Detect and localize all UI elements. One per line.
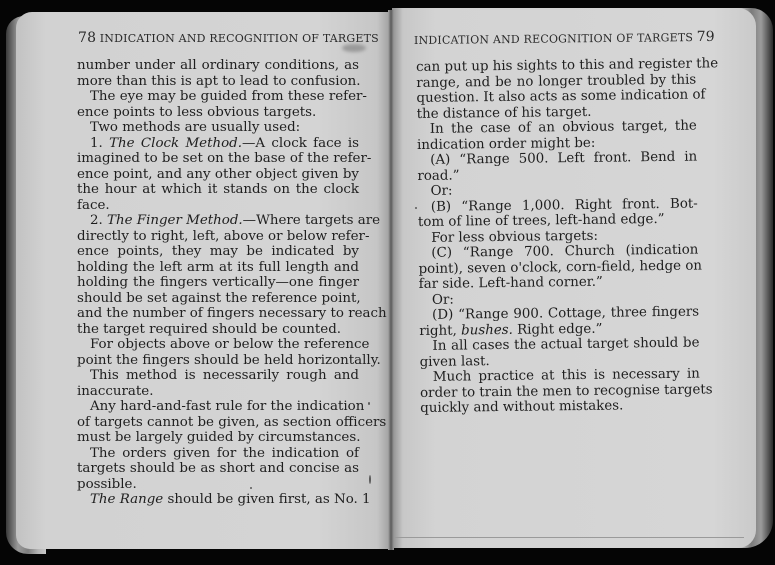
text-line: inaccurate. <box>77 383 154 399</box>
right-page-number: 79 <box>696 28 715 46</box>
italic-emphasis: The Finger Method. <box>107 213 243 228</box>
left-page-number: 78 <box>78 30 97 46</box>
text-line: The eye may be guided from these refer- <box>90 89 367 104</box>
text-line: the target required should be counted. <box>77 321 342 337</box>
page-blemish <box>250 487 252 489</box>
text-line: In all cases the actual target should be <box>432 335 700 354</box>
text-line: Or: <box>431 292 454 308</box>
text-line: right, bushes. Right edge.” <box>419 321 603 339</box>
text-line: point the fingers should be held horizontally. <box>77 352 381 368</box>
text-line: holding the fingers vertically—one finger <box>77 275 359 290</box>
text-line: should be set against the reference point, <box>77 290 361 306</box>
text-line: more than this is apt to lead to confusion. <box>77 73 361 89</box>
text-line: question. It also acts as some indication of <box>416 87 706 106</box>
text-line: Any hard-and-fast rule for the indication <box>90 399 365 414</box>
text-line: holding the left arm at its full length and <box>77 259 359 275</box>
text-line: directly to right, left, above or below refer- <box>77 228 370 244</box>
text-line: Or: <box>430 183 453 199</box>
text-line: possible. <box>77 476 137 492</box>
text-line: Much practice at this is necessary in <box>432 366 700 385</box>
text-line: 1. The Clock Method.—A clock face is <box>90 135 359 151</box>
text-line: must be largely guided by circumstances. <box>77 430 361 445</box>
text-line: This method is necessarily rough and <box>90 368 359 383</box>
text-line: The Range should be given first, as No. 1 <box>90 492 371 507</box>
left-running-title: INDICATION AND RECOGNITION OF TARGETS <box>99 32 379 45</box>
text-line: of targets cannot be given, as section officers <box>77 414 387 430</box>
left-page-body-text <box>77 58 387 508</box>
text-line: The orders given for the indication of <box>90 445 359 461</box>
italic-emphasis: The Range <box>90 492 164 507</box>
text-line: can put up his sights to this and register the <box>416 56 719 75</box>
text-line: far side. Left-hand corner.” <box>418 274 603 292</box>
text-line: (A) “Range 500. Left front. Bend in <box>430 149 698 168</box>
italic-emphasis: bushes. <box>460 322 513 338</box>
text-line: road.” <box>417 167 460 184</box>
text-line: imagined to be set on the base of the refer- <box>77 151 372 166</box>
text-line: For objects above or below the reference <box>90 337 370 352</box>
text-line: face. <box>77 197 110 213</box>
text-line: range, and be no longer troubled by this <box>416 72 697 91</box>
text-line: given last. <box>419 353 490 370</box>
right-running-head <box>414 29 715 48</box>
text-line: tom of line of trees, left-hand edge.” <box>417 211 665 230</box>
text-line: number under all ordinary conditions, as <box>77 58 359 73</box>
page-blemish <box>369 475 371 484</box>
right-page-body-text <box>416 56 719 417</box>
text-line: the distance of his target. <box>416 104 592 122</box>
text-line: Two methods are usually used: <box>90 120 301 135</box>
text-line: and the number of fingers necessary to reach <box>77 306 387 321</box>
text-line: ence points to less obvious targets. <box>77 104 317 120</box>
text-line: 2. The Finger Method.—Where targets are <box>90 213 381 228</box>
text-line: indication order might be: <box>416 135 596 153</box>
text-line: point), seven o'clock, corn-field, hedge on <box>418 258 703 277</box>
book-gutter <box>388 10 394 550</box>
left-running-head <box>78 30 379 46</box>
text-line: (D) “Range 900. Cottage, three fingers <box>432 304 700 323</box>
text-line: For less obvious targets: <box>431 228 599 246</box>
page-blemish <box>368 402 370 405</box>
italic-emphasis: The Clock Method. <box>109 135 242 151</box>
text-line: quickly and without mistakes. <box>420 398 624 416</box>
text-line: the hour at which it stands on the clock <box>77 182 359 197</box>
text-line: In the case of an obvious target, the <box>429 118 697 137</box>
right-running-title: INDICATION AND RECOGNITION OF TARGETS <box>413 31 694 47</box>
text-line: targets should be as short and concise as <box>77 461 359 476</box>
page-blemish <box>415 207 417 209</box>
text-line: ence point, and any other object given by <box>77 166 359 182</box>
text-line: (C) “Range 700. Church (indication <box>431 242 699 261</box>
text-line: (B) “Range 1,000. Right front. Bot- <box>430 196 698 215</box>
text-line: ence points, they may be indicated by <box>77 244 359 259</box>
text-line: order to train the men to recognise targets <box>419 381 713 401</box>
